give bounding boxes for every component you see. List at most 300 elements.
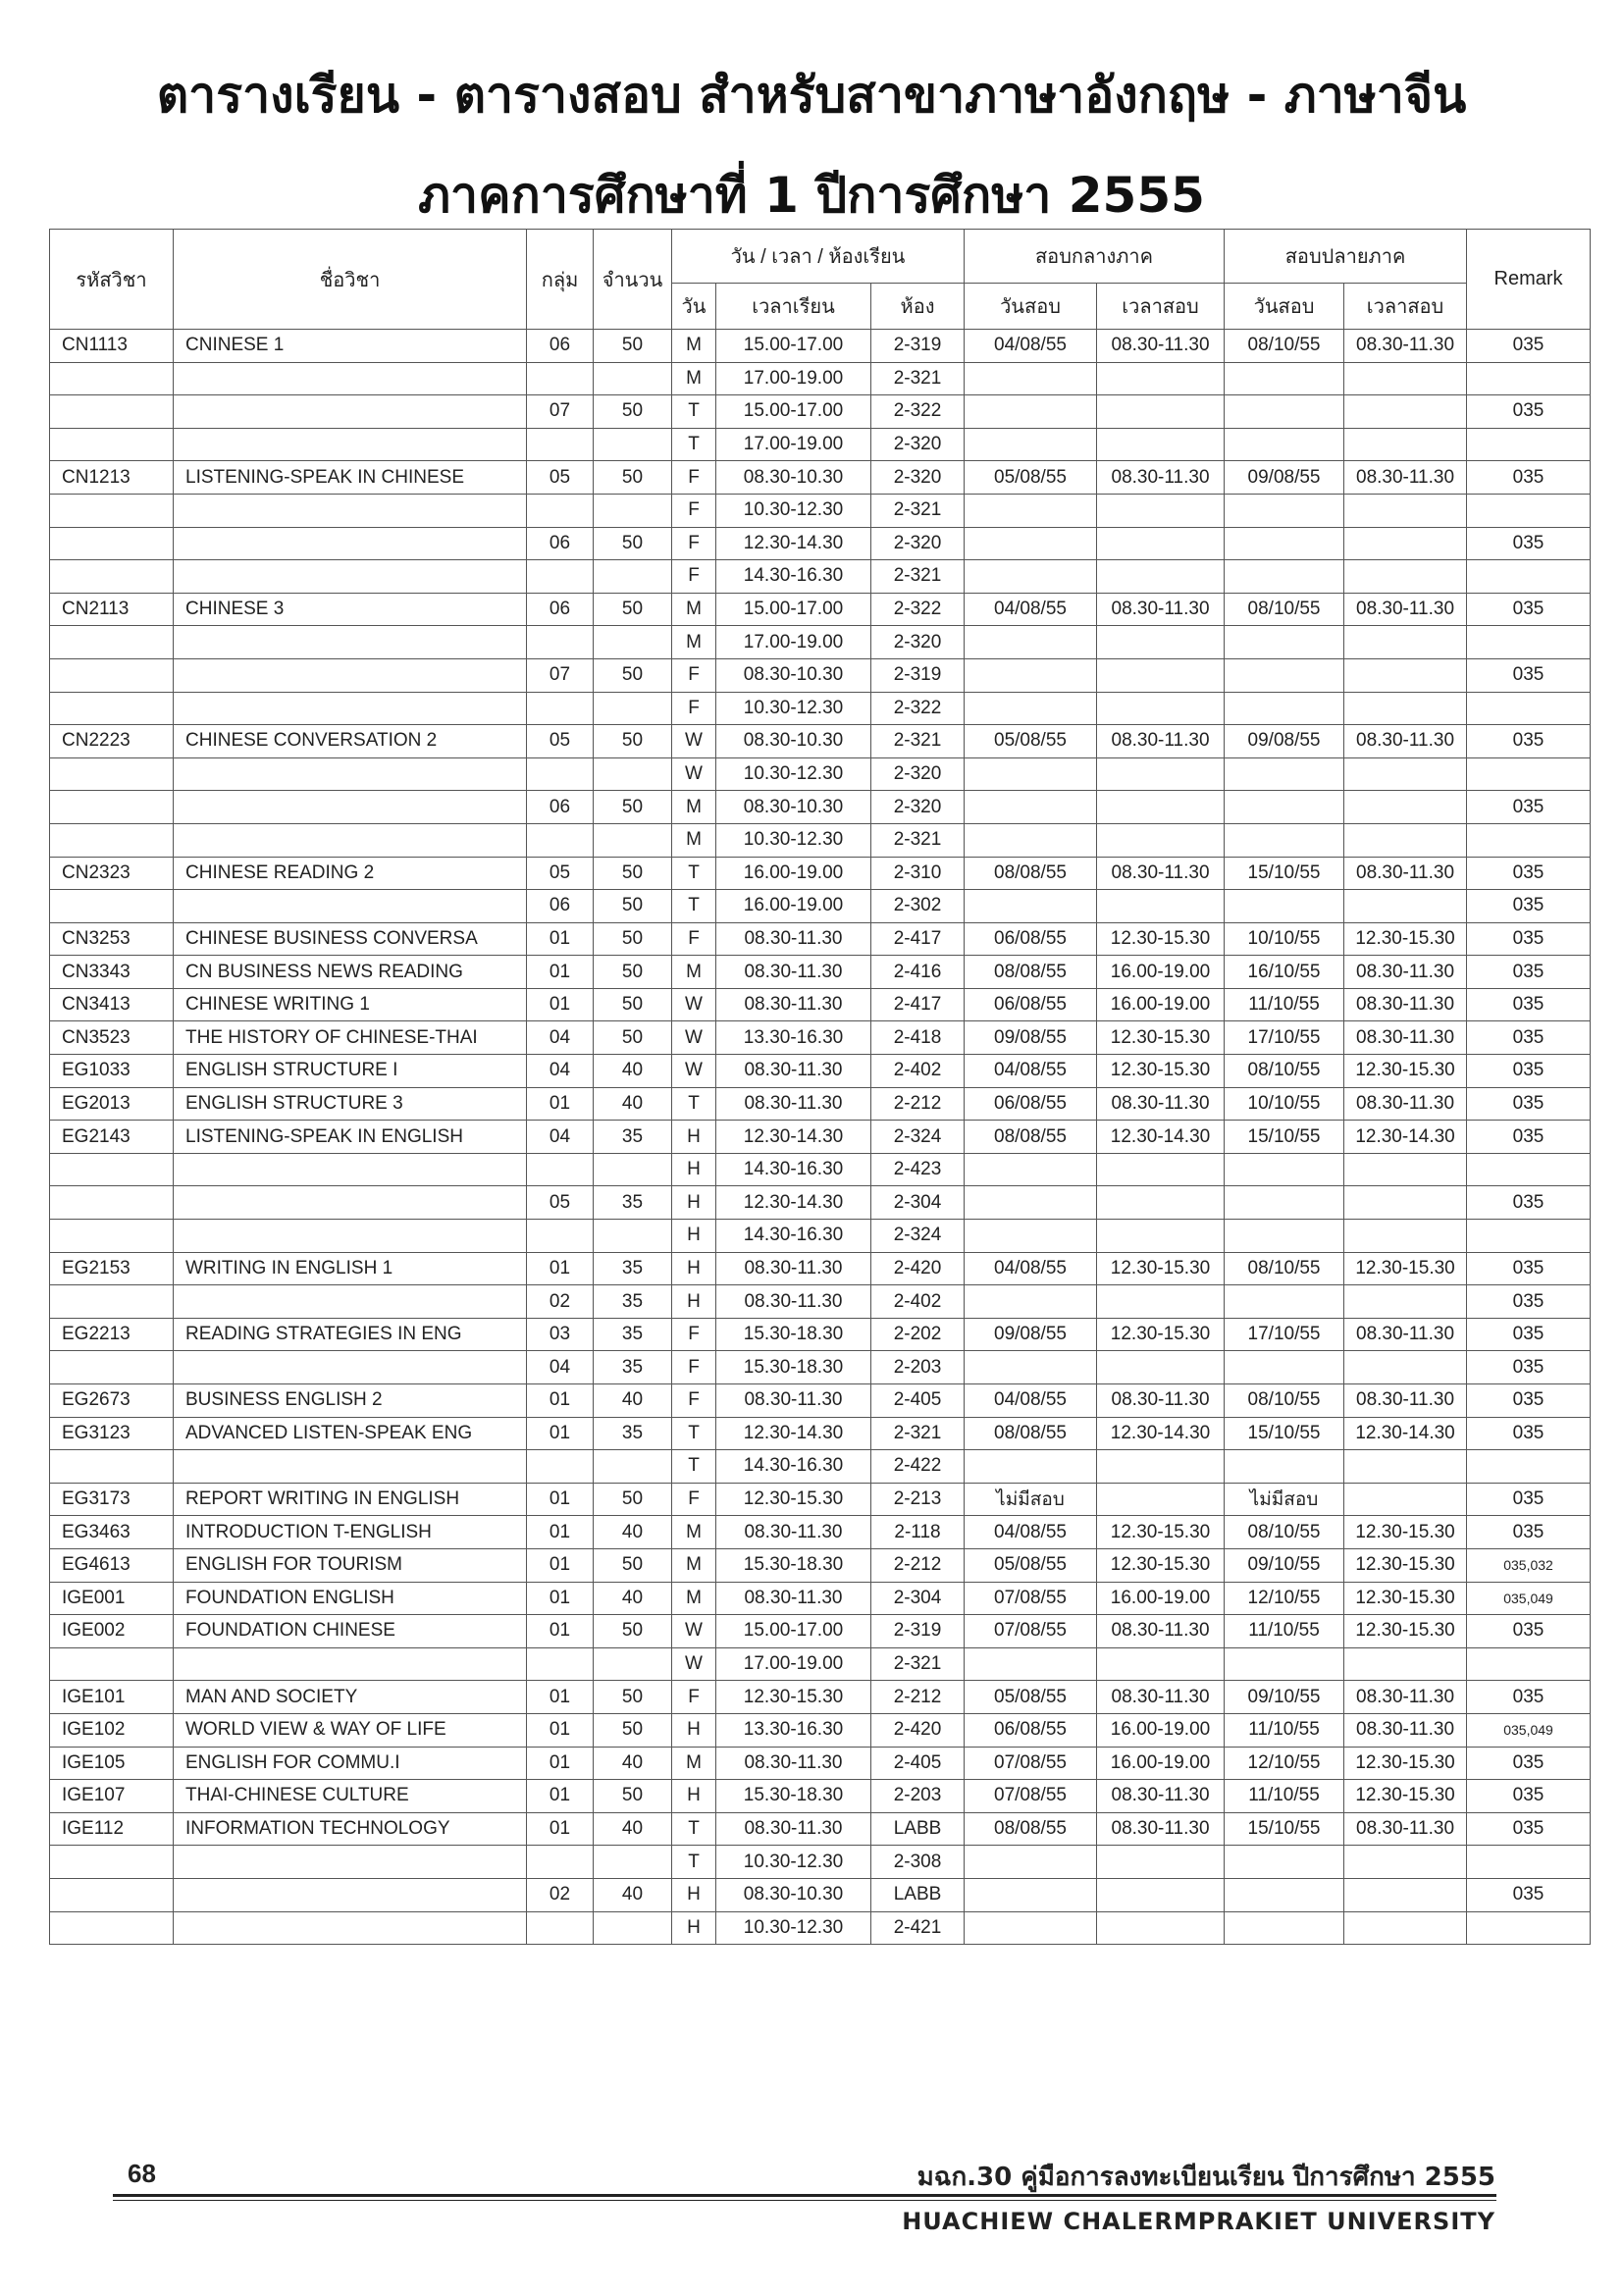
room-cell: 2-304 bbox=[871, 1582, 965, 1615]
class-time-cell: 15.00-17.00 bbox=[716, 593, 871, 626]
group-cell: 01 bbox=[527, 1681, 594, 1714]
header-name: ชื่อวิชา bbox=[174, 230, 527, 330]
enrolment-cell: 50 bbox=[594, 725, 672, 758]
room-cell: 2-320 bbox=[871, 461, 965, 495]
remark-cell: 035 bbox=[1467, 922, 1591, 956]
enrolment-cell bbox=[594, 494, 672, 527]
class-time-cell: 15.00-17.00 bbox=[716, 330, 871, 363]
table-row bbox=[50, 1911, 1591, 1945]
day-cell: F bbox=[672, 461, 716, 495]
room-cell: 2-321 bbox=[871, 1647, 965, 1681]
day-cell: T bbox=[672, 1417, 716, 1450]
table-row bbox=[50, 988, 1591, 1021]
enrolment-cell: 50 bbox=[594, 1681, 672, 1714]
table-row bbox=[50, 560, 1591, 594]
course-code-cell bbox=[50, 757, 174, 791]
course-name-cell: CHINESE READING 2 bbox=[174, 857, 527, 890]
day-cell: M bbox=[672, 1582, 716, 1615]
remark-cell: 035,049 bbox=[1467, 1713, 1591, 1747]
enrolment-cell bbox=[594, 1220, 672, 1253]
enrolment-cell: 50 bbox=[594, 1713, 672, 1747]
enrolment-cell: 50 bbox=[594, 791, 672, 824]
course-name-cell: ENGLISH STRUCTURE 3 bbox=[174, 1087, 527, 1121]
day-cell: H bbox=[672, 1285, 716, 1319]
final-time-cell bbox=[1344, 1878, 1467, 1911]
course-name-cell: WRITING IN ENGLISH 1 bbox=[174, 1252, 527, 1285]
day-cell: W bbox=[672, 1647, 716, 1681]
course-code-cell bbox=[50, 428, 174, 461]
group-cell: 04 bbox=[527, 1121, 594, 1154]
enrolment-cell: 40 bbox=[594, 1582, 672, 1615]
room-cell: 2-405 bbox=[871, 1384, 965, 1418]
enrolment-cell: 40 bbox=[594, 1516, 672, 1549]
course-code-cell bbox=[50, 692, 174, 725]
course-code-cell: CN3413 bbox=[50, 988, 174, 1021]
enrolment-cell: 50 bbox=[594, 956, 672, 989]
room-cell: 2-322 bbox=[871, 593, 965, 626]
midterm-time-cell: 12.30-14.30 bbox=[1097, 1121, 1225, 1154]
course-code-cell bbox=[50, 560, 174, 594]
course-code-cell: EG2153 bbox=[50, 1252, 174, 1285]
table-row bbox=[50, 1483, 1591, 1516]
final-time-cell: 12.30-15.30 bbox=[1344, 1582, 1467, 1615]
room-cell: 2-213 bbox=[871, 1483, 965, 1516]
final-time-cell: 12.30-14.30 bbox=[1344, 1121, 1467, 1154]
remark-cell: 035 bbox=[1467, 956, 1591, 989]
group-cell: 01 bbox=[527, 1747, 594, 1780]
group-cell: 01 bbox=[527, 956, 594, 989]
midterm-date-cell bbox=[965, 527, 1097, 560]
enrolment-cell: 50 bbox=[594, 1021, 672, 1055]
final-time-cell: 12.30-15.30 bbox=[1344, 1055, 1467, 1088]
final-time-cell bbox=[1344, 791, 1467, 824]
final-time-cell bbox=[1344, 1911, 1467, 1945]
table-row bbox=[50, 1780, 1591, 1813]
midterm-time-cell: 08.30-11.30 bbox=[1097, 461, 1225, 495]
table-row bbox=[50, 330, 1591, 363]
final-date-cell: 08/10/55 bbox=[1225, 1384, 1344, 1418]
day-cell: H bbox=[672, 1252, 716, 1285]
day-cell: F bbox=[672, 1483, 716, 1516]
midterm-date-cell: 05/08/55 bbox=[965, 1548, 1097, 1582]
final-time-cell bbox=[1344, 560, 1467, 594]
day-cell: W bbox=[672, 1055, 716, 1088]
class-time-cell: 08.30-10.30 bbox=[716, 658, 871, 692]
course-code-cell: EG2213 bbox=[50, 1318, 174, 1351]
room-cell: 2-321 bbox=[871, 1417, 965, 1450]
table-row bbox=[50, 658, 1591, 692]
table-row bbox=[50, 1220, 1591, 1253]
class-time-cell: 14.30-16.30 bbox=[716, 560, 871, 594]
final-date-cell: 08/10/55 bbox=[1225, 1516, 1344, 1549]
enrolment-cell: 50 bbox=[594, 857, 672, 890]
class-time-cell: 12.30-14.30 bbox=[716, 527, 871, 560]
midterm-date-cell: 04/08/55 bbox=[965, 330, 1097, 363]
day-cell: F bbox=[672, 1351, 716, 1384]
midterm-time-cell: 12.30-15.30 bbox=[1097, 922, 1225, 956]
final-date-cell: 11/10/55 bbox=[1225, 1615, 1344, 1648]
course-code-cell: EG4613 bbox=[50, 1548, 174, 1582]
room-cell: 2-320 bbox=[871, 791, 965, 824]
remark-cell: 035 bbox=[1467, 658, 1591, 692]
remark-cell bbox=[1467, 1153, 1591, 1186]
day-cell: W bbox=[672, 757, 716, 791]
midterm-time-cell: 16.00-19.00 bbox=[1097, 1582, 1225, 1615]
final-time-cell: 08.30-11.30 bbox=[1344, 988, 1467, 1021]
table-row bbox=[50, 1121, 1591, 1154]
final-time-cell bbox=[1344, 890, 1467, 923]
group-cell bbox=[527, 1647, 594, 1681]
final-date-cell bbox=[1225, 1285, 1344, 1319]
remark-cell: 035 bbox=[1467, 1812, 1591, 1846]
midterm-date-cell: 04/08/55 bbox=[965, 1055, 1097, 1088]
table-row bbox=[50, 1812, 1591, 1846]
enrolment-cell: 50 bbox=[594, 658, 672, 692]
course-code-cell: CN3343 bbox=[50, 956, 174, 989]
header-mid-date: วันสอบ bbox=[965, 284, 1097, 330]
group-cell: 01 bbox=[527, 1516, 594, 1549]
final-time-cell bbox=[1344, 362, 1467, 395]
midterm-time-cell bbox=[1097, 1351, 1225, 1384]
class-time-cell: 10.30-12.30 bbox=[716, 1846, 871, 1879]
day-cell: F bbox=[672, 527, 716, 560]
midterm-date-cell: 09/08/55 bbox=[965, 1021, 1097, 1055]
course-name-cell: LISTENING-SPEAK IN CHINESE bbox=[174, 461, 527, 495]
day-cell: M bbox=[672, 1516, 716, 1549]
day-cell: T bbox=[672, 395, 716, 429]
table-row bbox=[50, 1186, 1591, 1220]
table-row bbox=[50, 1384, 1591, 1418]
room-cell: 2-321 bbox=[871, 362, 965, 395]
midterm-date-cell: 06/08/55 bbox=[965, 1087, 1097, 1121]
group-cell bbox=[527, 362, 594, 395]
final-time-cell bbox=[1344, 527, 1467, 560]
day-cell: F bbox=[672, 658, 716, 692]
midterm-time-cell bbox=[1097, 1153, 1225, 1186]
class-time-cell: 10.30-12.30 bbox=[716, 692, 871, 725]
schedule-body bbox=[50, 330, 1591, 1945]
class-time-cell: 17.00-19.00 bbox=[716, 1647, 871, 1681]
day-cell: T bbox=[672, 890, 716, 923]
group-cell: 07 bbox=[527, 395, 594, 429]
final-time-cell: 08.30-11.30 bbox=[1344, 1384, 1467, 1418]
final-date-cell: 08/10/55 bbox=[1225, 1055, 1344, 1088]
group-cell: 05 bbox=[527, 1186, 594, 1220]
day-cell: W bbox=[672, 725, 716, 758]
course-code-cell bbox=[50, 1878, 174, 1911]
final-date-cell bbox=[1225, 1220, 1344, 1253]
group-cell bbox=[527, 428, 594, 461]
midterm-date-cell bbox=[965, 1911, 1097, 1945]
class-time-cell: 15.00-17.00 bbox=[716, 395, 871, 429]
class-time-cell: 08.30-11.30 bbox=[716, 1812, 871, 1846]
class-time-cell: 08.30-10.30 bbox=[716, 1878, 871, 1911]
course-code-cell: CN2113 bbox=[50, 593, 174, 626]
course-code-cell bbox=[50, 1351, 174, 1384]
group-cell: 01 bbox=[527, 1713, 594, 1747]
course-code-cell: IGE101 bbox=[50, 1681, 174, 1714]
final-date-cell bbox=[1225, 1878, 1344, 1911]
group-cell: 01 bbox=[527, 1615, 594, 1648]
class-time-cell: 08.30-11.30 bbox=[716, 1516, 871, 1549]
midterm-time-cell bbox=[1097, 1186, 1225, 1220]
enrolment-cell: 35 bbox=[594, 1351, 672, 1384]
class-time-cell: 10.30-12.30 bbox=[716, 823, 871, 857]
midterm-time-cell bbox=[1097, 1846, 1225, 1879]
class-time-cell: 08.30-11.30 bbox=[716, 1285, 871, 1319]
course-name-cell bbox=[174, 1450, 527, 1484]
course-code-cell bbox=[50, 1647, 174, 1681]
enrolment-cell: 50 bbox=[594, 1780, 672, 1813]
room-cell: 2-324 bbox=[871, 1121, 965, 1154]
group-cell: 01 bbox=[527, 1384, 594, 1418]
enrolment-cell: 40 bbox=[594, 1747, 672, 1780]
course-name-cell: CHINESE WRITING 1 bbox=[174, 988, 527, 1021]
group-cell: 05 bbox=[527, 461, 594, 495]
remark-cell: 035 bbox=[1467, 725, 1591, 758]
course-name-cell bbox=[174, 757, 527, 791]
day-cell: T bbox=[672, 1846, 716, 1879]
header-day: วัน bbox=[672, 284, 716, 330]
midterm-date-cell bbox=[965, 791, 1097, 824]
midterm-time-cell bbox=[1097, 428, 1225, 461]
room-cell: 2-322 bbox=[871, 692, 965, 725]
group-cell: 06 bbox=[527, 890, 594, 923]
course-name-cell: READING STRATEGIES IN ENG bbox=[174, 1318, 527, 1351]
midterm-time-cell bbox=[1097, 362, 1225, 395]
final-time-cell bbox=[1344, 1647, 1467, 1681]
course-name-cell: CNINESE 1 bbox=[174, 330, 527, 363]
midterm-date-cell bbox=[965, 1153, 1097, 1186]
remark-cell: 035 bbox=[1467, 1252, 1591, 1285]
midterm-date-cell bbox=[965, 1846, 1097, 1879]
final-time-cell bbox=[1344, 692, 1467, 725]
group-cell bbox=[527, 757, 594, 791]
day-cell: M bbox=[672, 626, 716, 659]
room-cell: 2-212 bbox=[871, 1548, 965, 1582]
group-cell bbox=[527, 1153, 594, 1186]
final-date-cell bbox=[1225, 823, 1344, 857]
final-time-cell bbox=[1344, 1285, 1467, 1319]
course-code-cell bbox=[50, 494, 174, 527]
table-row bbox=[50, 626, 1591, 659]
remark-cell: 035 bbox=[1467, 395, 1591, 429]
midterm-time-cell: 12.30-15.30 bbox=[1097, 1021, 1225, 1055]
table-row bbox=[50, 1252, 1591, 1285]
course-name-cell: INFORMATION TECHNOLOGY bbox=[174, 1812, 527, 1846]
final-date-cell: 17/10/55 bbox=[1225, 1021, 1344, 1055]
day-cell: M bbox=[672, 1548, 716, 1582]
class-time-cell: 14.30-16.30 bbox=[716, 1450, 871, 1484]
day-cell: W bbox=[672, 1021, 716, 1055]
midterm-date-cell: 07/08/55 bbox=[965, 1747, 1097, 1780]
remark-cell bbox=[1467, 560, 1591, 594]
header-mid-time: เวลาสอบ bbox=[1097, 284, 1225, 330]
group-cell bbox=[527, 1220, 594, 1253]
course-code-cell: EG2143 bbox=[50, 1121, 174, 1154]
class-time-cell: 15.30-18.30 bbox=[716, 1780, 871, 1813]
group-cell: 02 bbox=[527, 1878, 594, 1911]
day-cell: F bbox=[672, 1318, 716, 1351]
day-cell: F bbox=[672, 692, 716, 725]
page-number: 68 bbox=[128, 2159, 156, 2188]
final-time-cell: 12.30-15.30 bbox=[1344, 1548, 1467, 1582]
course-code-cell: EG1033 bbox=[50, 1055, 174, 1088]
final-date-cell bbox=[1225, 1647, 1344, 1681]
final-date-cell: 10/10/55 bbox=[1225, 922, 1344, 956]
course-name-cell: REPORT WRITING IN ENGLISH bbox=[174, 1483, 527, 1516]
enrolment-cell: 35 bbox=[594, 1285, 672, 1319]
remark-cell: 035 bbox=[1467, 1780, 1591, 1813]
course-code-cell bbox=[50, 823, 174, 857]
group-cell: 04 bbox=[527, 1351, 594, 1384]
midterm-date-cell bbox=[965, 1220, 1097, 1253]
course-name-cell bbox=[174, 692, 527, 725]
table-row bbox=[50, 593, 1591, 626]
course-name-cell bbox=[174, 1186, 527, 1220]
final-time-cell bbox=[1344, 1220, 1467, 1253]
course-code-cell bbox=[50, 1285, 174, 1319]
remark-cell bbox=[1467, 428, 1591, 461]
midterm-time-cell bbox=[1097, 1878, 1225, 1911]
final-time-cell: 12.30-15.30 bbox=[1344, 1615, 1467, 1648]
final-time-cell bbox=[1344, 1846, 1467, 1879]
group-cell: 01 bbox=[527, 1087, 594, 1121]
midterm-date-cell: 05/08/55 bbox=[965, 461, 1097, 495]
course-name-cell: CN BUSINESS NEWS READING bbox=[174, 956, 527, 989]
header-code: รหัสวิชา bbox=[50, 230, 174, 330]
final-time-cell: 08.30-11.30 bbox=[1344, 1681, 1467, 1714]
group-cell: 01 bbox=[527, 1812, 594, 1846]
midterm-date-cell bbox=[965, 626, 1097, 659]
final-time-cell bbox=[1344, 428, 1467, 461]
midterm-date-cell: 07/08/55 bbox=[965, 1615, 1097, 1648]
enrolment-cell: 35 bbox=[594, 1121, 672, 1154]
table-row bbox=[50, 1681, 1591, 1714]
table-row bbox=[50, 1647, 1591, 1681]
enrolment-cell bbox=[594, 1911, 672, 1945]
remark-cell: 035 bbox=[1467, 1615, 1591, 1648]
final-time-cell bbox=[1344, 757, 1467, 791]
room-cell: 2-420 bbox=[871, 1713, 965, 1747]
midterm-time-cell bbox=[1097, 626, 1225, 659]
header-schedule: วัน / เวลา / ห้องเรียน bbox=[672, 230, 965, 284]
final-date-cell: ไม่มีสอบ bbox=[1225, 1483, 1344, 1516]
midterm-time-cell: 08.30-11.30 bbox=[1097, 593, 1225, 626]
room-cell: 2-417 bbox=[871, 922, 965, 956]
room-cell: 2-321 bbox=[871, 494, 965, 527]
final-time-cell bbox=[1344, 1483, 1467, 1516]
day-cell: T bbox=[672, 1087, 716, 1121]
midterm-time-cell bbox=[1097, 395, 1225, 429]
final-date-cell bbox=[1225, 626, 1344, 659]
table-row bbox=[50, 922, 1591, 956]
final-date-cell: 08/10/55 bbox=[1225, 593, 1344, 626]
midterm-time-cell bbox=[1097, 1911, 1225, 1945]
enrolment-cell: 40 bbox=[594, 1812, 672, 1846]
room-cell: 2-423 bbox=[871, 1153, 965, 1186]
course-code-cell bbox=[50, 527, 174, 560]
class-time-cell: 17.00-19.00 bbox=[716, 428, 871, 461]
day-cell: M bbox=[672, 791, 716, 824]
class-time-cell: 08.30-11.30 bbox=[716, 922, 871, 956]
course-code-cell bbox=[50, 1846, 174, 1879]
group-cell: 04 bbox=[527, 1055, 594, 1088]
final-time-cell: 08.30-11.30 bbox=[1344, 330, 1467, 363]
group-cell: 01 bbox=[527, 1417, 594, 1450]
class-time-cell: 12.30-15.30 bbox=[716, 1681, 871, 1714]
enrolment-cell bbox=[594, 1450, 672, 1484]
course-code-cell: CN2323 bbox=[50, 857, 174, 890]
day-cell: M bbox=[672, 1747, 716, 1780]
remark-cell: 035 bbox=[1467, 1087, 1591, 1121]
course-name-cell bbox=[174, 395, 527, 429]
table-row bbox=[50, 1878, 1591, 1911]
midterm-time-cell: 08.30-11.30 bbox=[1097, 1812, 1225, 1846]
course-name-cell: THAI-CHINESE CULTURE bbox=[174, 1780, 527, 1813]
header-final: สอบปลายภาค bbox=[1225, 230, 1467, 284]
group-cell bbox=[527, 692, 594, 725]
midterm-time-cell: 08.30-11.30 bbox=[1097, 857, 1225, 890]
course-code-cell bbox=[50, 791, 174, 824]
final-date-cell bbox=[1225, 757, 1344, 791]
final-time-cell: 08.30-11.30 bbox=[1344, 725, 1467, 758]
midterm-date-cell: 04/08/55 bbox=[965, 1516, 1097, 1549]
room-cell: 2-321 bbox=[871, 823, 965, 857]
final-date-cell: 12/10/55 bbox=[1225, 1747, 1344, 1780]
remark-cell bbox=[1467, 362, 1591, 395]
final-date-cell bbox=[1225, 1846, 1344, 1879]
final-time-cell: 08.30-11.30 bbox=[1344, 857, 1467, 890]
remark-cell bbox=[1467, 494, 1591, 527]
midterm-time-cell bbox=[1097, 692, 1225, 725]
midterm-time-cell bbox=[1097, 1647, 1225, 1681]
table-row bbox=[50, 1582, 1591, 1615]
class-time-cell: 14.30-16.30 bbox=[716, 1220, 871, 1253]
course-code-cell: CN3523 bbox=[50, 1021, 174, 1055]
final-date-cell bbox=[1225, 494, 1344, 527]
enrolment-cell bbox=[594, 626, 672, 659]
day-cell: H bbox=[672, 1186, 716, 1220]
midterm-date-cell: 04/08/55 bbox=[965, 1252, 1097, 1285]
remark-cell: 035 bbox=[1467, 1351, 1591, 1384]
midterm-time-cell: 08.30-11.30 bbox=[1097, 1681, 1225, 1714]
enrolment-cell: 50 bbox=[594, 461, 672, 495]
final-date-cell bbox=[1225, 791, 1344, 824]
group-cell: 01 bbox=[527, 1582, 594, 1615]
footer-rule bbox=[113, 2194, 1496, 2197]
table-row bbox=[50, 1087, 1591, 1121]
course-name-cell: ENGLISH STRUCTURE I bbox=[174, 1055, 527, 1088]
course-code-cell: EG2673 bbox=[50, 1384, 174, 1418]
midterm-date-cell bbox=[965, 757, 1097, 791]
midterm-time-cell: 16.00-19.00 bbox=[1097, 988, 1225, 1021]
class-time-cell: 15.30-18.30 bbox=[716, 1351, 871, 1384]
day-cell: H bbox=[672, 1911, 716, 1945]
midterm-date-cell: 06/08/55 bbox=[965, 1713, 1097, 1747]
final-date-cell: 11/10/55 bbox=[1225, 1780, 1344, 1813]
class-time-cell: 08.30-11.30 bbox=[716, 1055, 871, 1088]
final-date-cell: 08/10/55 bbox=[1225, 330, 1344, 363]
room-cell: 2-420 bbox=[871, 1252, 965, 1285]
midterm-time-cell: 12.30-15.30 bbox=[1097, 1516, 1225, 1549]
table-row bbox=[50, 823, 1591, 857]
midterm-time-cell bbox=[1097, 658, 1225, 692]
group-cell bbox=[527, 494, 594, 527]
course-code-cell: IGE105 bbox=[50, 1747, 174, 1780]
course-name-cell bbox=[174, 362, 527, 395]
final-date-cell: 09/08/55 bbox=[1225, 725, 1344, 758]
